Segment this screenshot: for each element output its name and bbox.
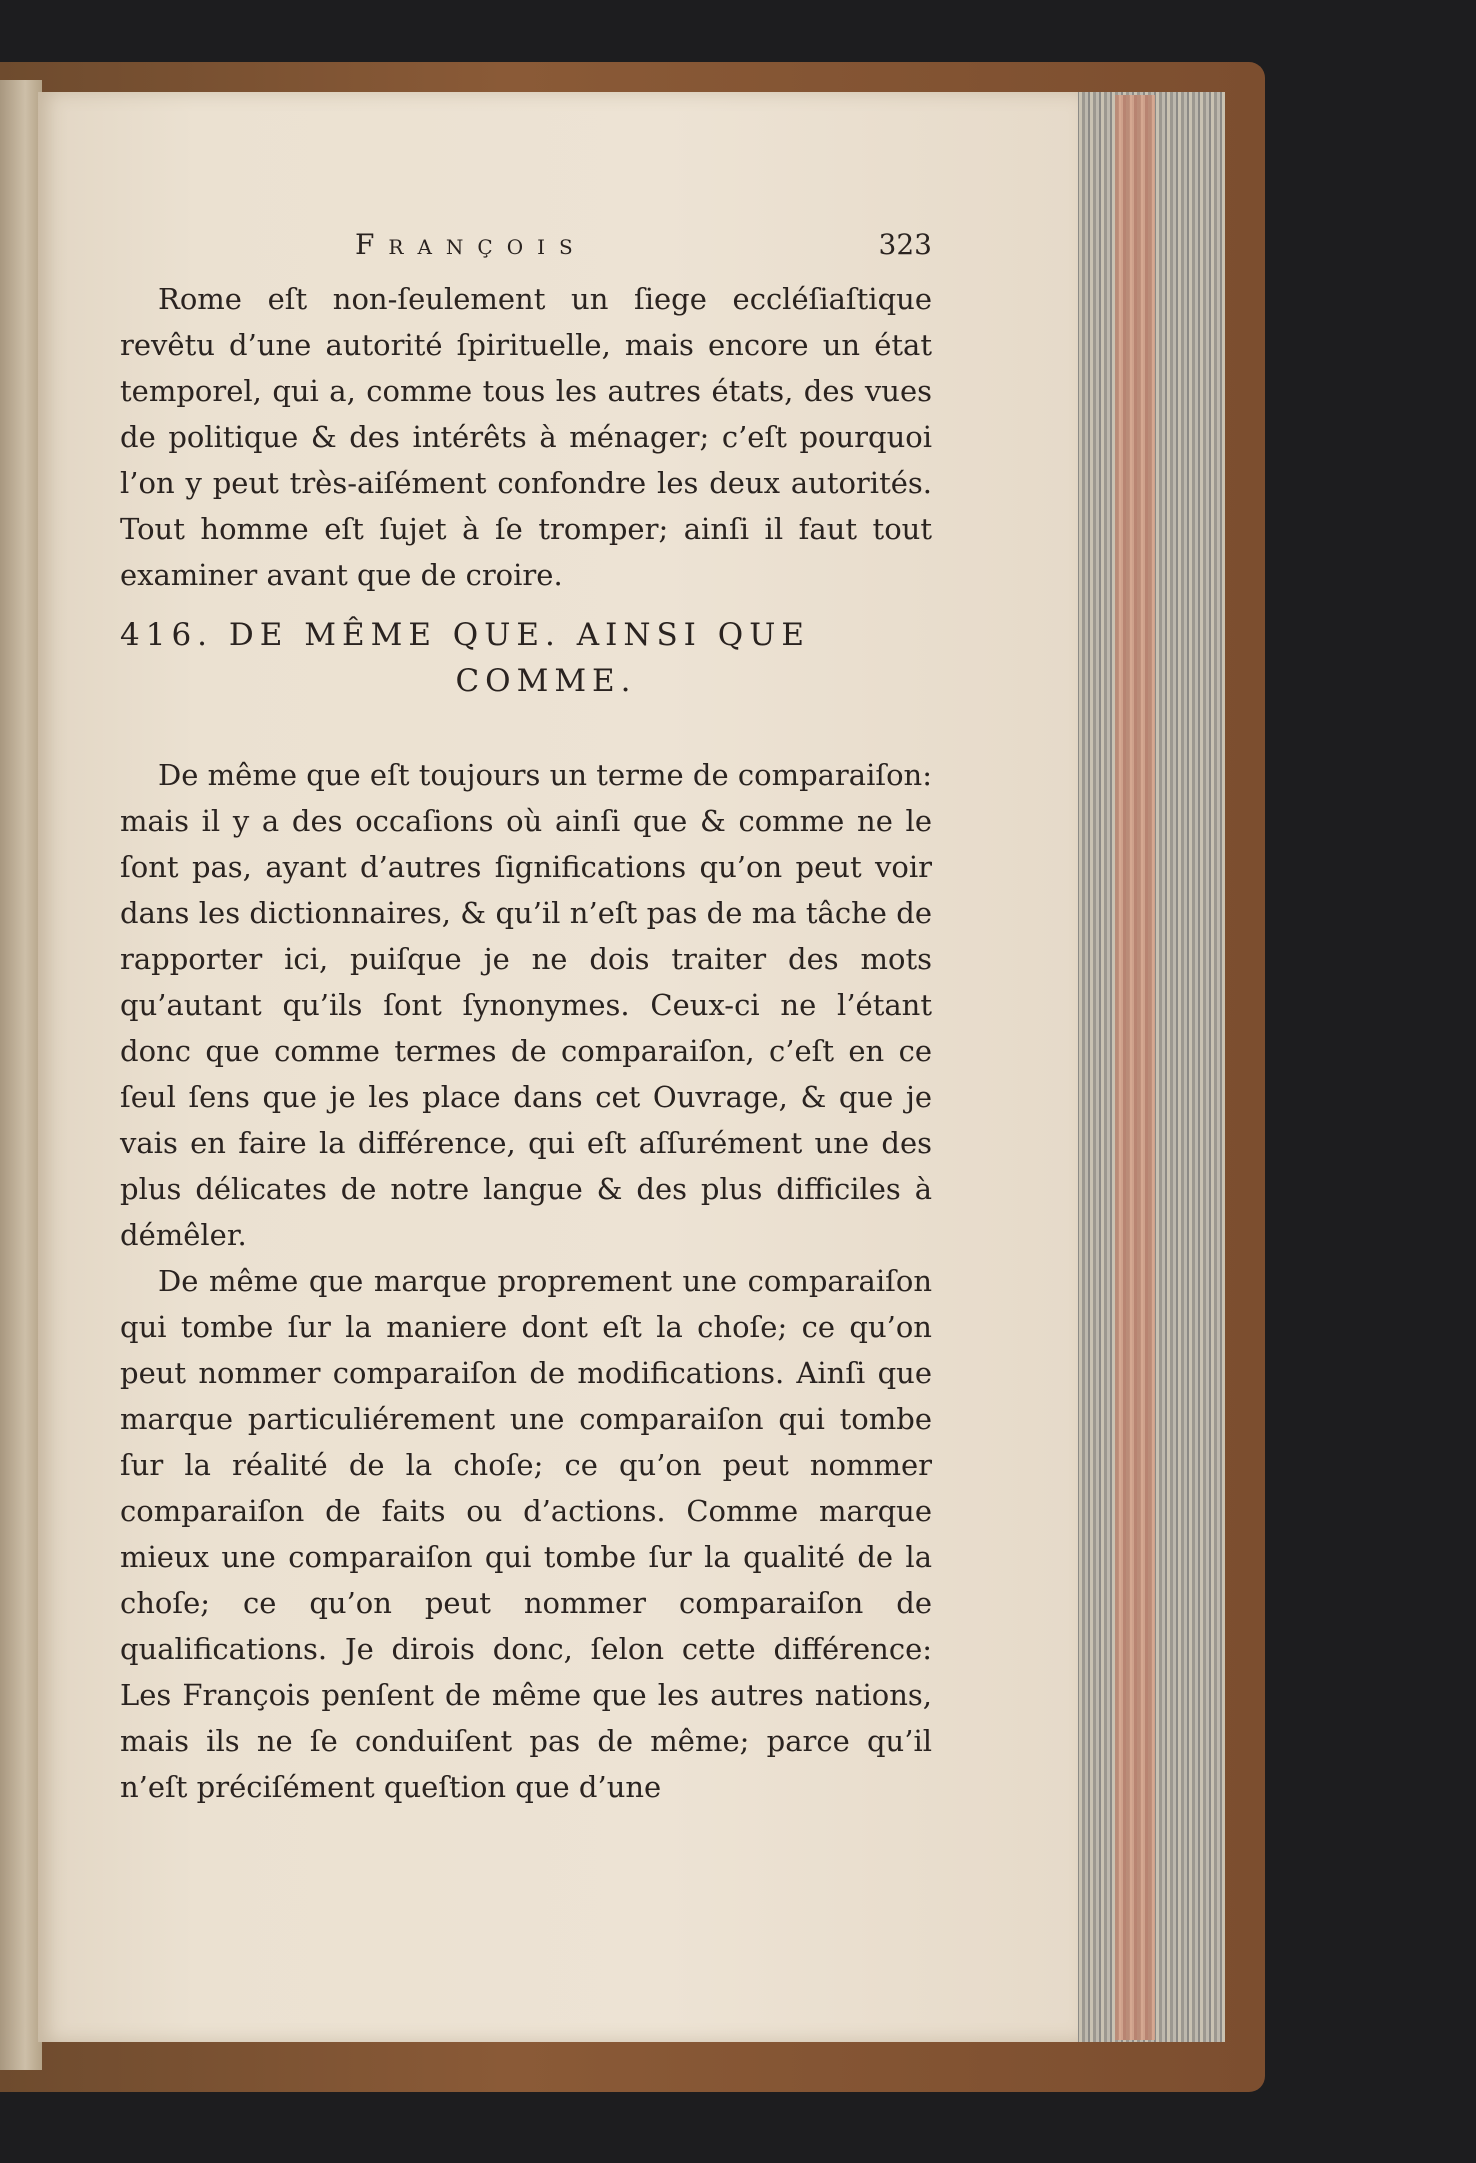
running-head xyxy=(120,222,932,276)
text-column xyxy=(120,222,932,1810)
heading-line-1: 416. DE MÊME QUE. AINSI QUE xyxy=(120,617,810,653)
page-number: 323 xyxy=(878,228,932,261)
facing-page-edge xyxy=(0,80,42,2070)
paragraph-comparaison: De même que marque proprement une comparaiſon qui tombe ſur la maniere dont eſt la choſe; ce qu’on peut nommer comparaiſon de modifications. Ainſi que marque particuliérement une comparaiſon qui tombe ſur la réalité de la choſe; ce qu’on peut nommer comparaiſon de faits ou d’actions. Comme marque mieux une comparaiſon qui tombe ſur la qualité de la choſe; ce qu’on peut nommer comparaiſon de qualifications. Je dirois donc, ſelon cette différence: Les François penſent de même que les autres nations, mais ils ne ſe conduiſent pas de même; parce qu’il n’eſt préciſément queſtion que d’une xyxy=(120,1264,932,1804)
paragraph-de-meme-que: De même que eſt toujours un terme de comparaiſon: mais il y a des occaſions où ainſi que & comme ne le ſont pas, ayant d’autres ſignifications qu’on peut voir dans les dictionnaires, & qu’il n’eſt pas de ma tâche de rapporter ici, puiſque je ne dois traiter des mots qu’autant qu’ils ſont ſynonymes. Ceux-ci ne l’étant donc que comme termes de comparaiſon, c’eſt en ce ſeul ſens que je les place dans cet Ouvrage, & que je vais en faire la différence, qui eſt aſſurément une des plus délicates de notre langue & des plus difficiles à démêler. xyxy=(120,758,932,1252)
paragraph-rome: Rome eſt non-ſeulement un ſiege eccléſiaſtique revêtu d’une autorité ſpirituelle, mais encore un état temporel, qui a, comme tous les autres états, des vues de politique & des intérêts à ménager; c’eſt pourquoi l’on y peut très-aiſément confondre les deux autorités. Tout homme eſt ſujet à ſe tromper; ainſi il faut tout examiner avant que de croire. xyxy=(120,282,932,592)
heading-line-2: COMME. xyxy=(455,663,637,699)
section-heading xyxy=(120,612,932,704)
running-title: François xyxy=(355,228,587,261)
book-page xyxy=(38,92,1078,2042)
page-edges-red xyxy=(1115,95,1155,2040)
